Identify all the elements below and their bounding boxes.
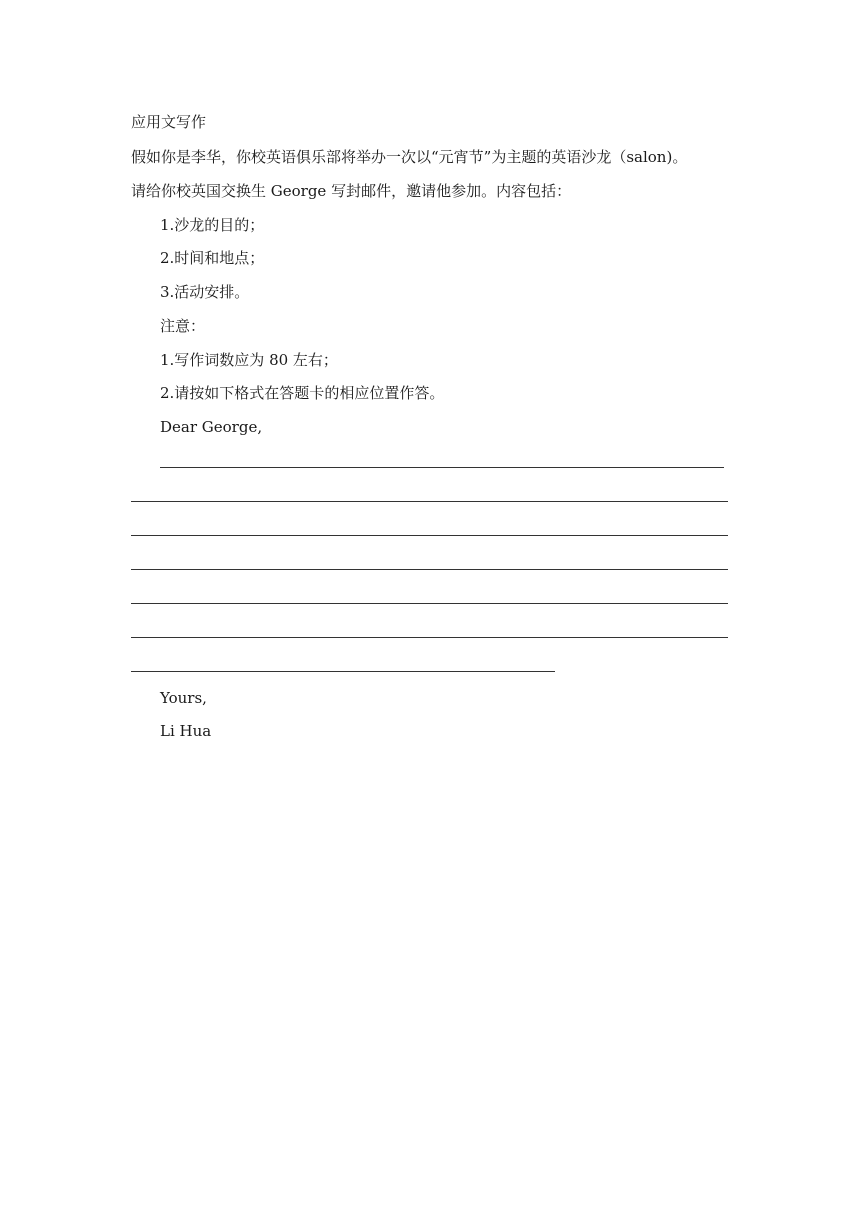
answer-line — [160, 467, 724, 468]
prompt-line-2: 请给你校英国交换生 George 写封邮件，邀请他参加。内容包括： — [131, 182, 572, 200]
answer-line — [131, 535, 728, 536]
note-word-count: 1.写作词数应为 80 左右； — [160, 351, 338, 369]
content-item-purpose: 1.沙龙的目的； — [160, 216, 265, 234]
section-title: 应用文写作 — [131, 113, 207, 131]
content-item-activities: 3.活动安排。 — [160, 283, 250, 301]
note-label: 注意： — [160, 317, 206, 335]
answer-line-last — [131, 671, 555, 672]
letter-salutation: Dear George, — [160, 418, 263, 436]
letter-closing: Yours, — [160, 689, 207, 707]
letter-signature: Li Hua — [160, 722, 212, 740]
answer-line — [131, 501, 728, 502]
prompt-line-1: 假如你是李华，你校英语俱乐部将举办一次以“元宵节”为主题的英语沙龙（salon)。 — [131, 148, 688, 166]
answer-line — [131, 637, 728, 638]
content-item-time-place: 2.时间和地点； — [160, 249, 265, 267]
answer-line — [131, 569, 728, 570]
answer-line — [131, 603, 728, 604]
note-format: 2.请按如下格式在答题卡的相应位置作答。 — [160, 384, 445, 402]
